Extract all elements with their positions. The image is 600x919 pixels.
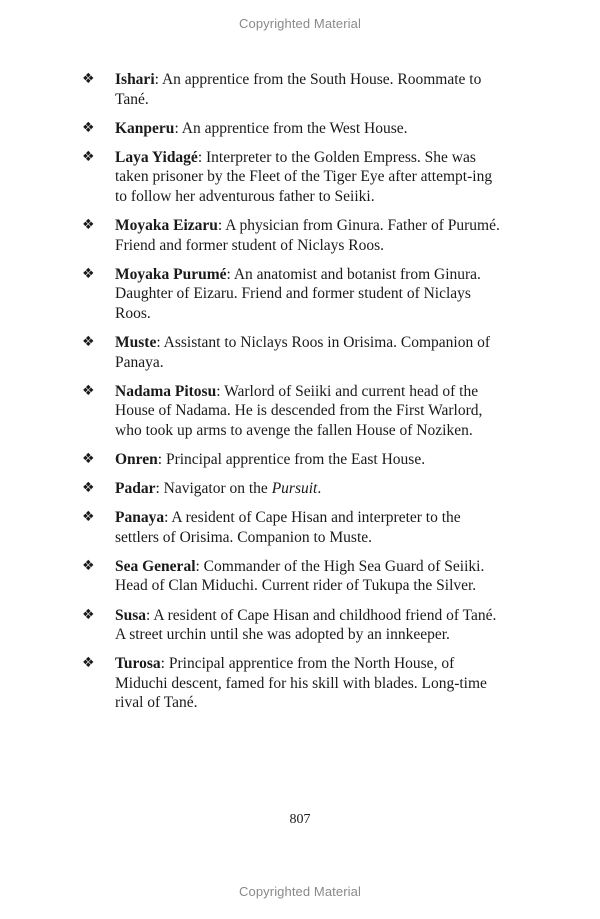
diamond-bullet-icon: ❖ bbox=[82, 557, 95, 574]
entry-name: Moyaka Eizaru bbox=[115, 217, 218, 235]
list-item bbox=[82, 508, 502, 547]
list-item bbox=[82, 606, 502, 645]
list-item bbox=[82, 450, 502, 470]
entry-text bbox=[115, 216, 502, 255]
entry-text bbox=[115, 119, 502, 139]
entry-name: Muste bbox=[115, 334, 157, 352]
entry-description: : Principal apprentice from the East House. bbox=[157, 451, 426, 468]
entry-description: : An apprentice from the South House. Roommate to Tané. bbox=[115, 71, 482, 108]
entry-description-end: . bbox=[317, 480, 322, 498]
entry-name: Laya Yidagé bbox=[115, 148, 198, 166]
ship-name: Pursuit bbox=[271, 480, 318, 498]
list-item bbox=[82, 333, 502, 372]
list-item bbox=[82, 479, 502, 499]
diamond-bullet-icon: ❖ bbox=[82, 265, 95, 282]
diamond-bullet-icon: ❖ bbox=[82, 480, 95, 497]
entry-description: : A resident of Cape Hisan and interpreter to the settlers of Orisima. Companion to Muste. bbox=[115, 509, 461, 546]
entry-name: Ishari bbox=[115, 71, 155, 88]
entry-description: : Warlord of Seiiki and current head of the House of Nadama. He is descended from the First Warlord, who took up arms to avenge the fallen House of Noziken. bbox=[115, 382, 483, 439]
entry-text bbox=[115, 606, 502, 645]
entry-description: : Assistant to Niclays Roos in Orisima. Companion of Panaya. bbox=[115, 334, 491, 371]
diamond-bullet-icon: ❖ bbox=[82, 509, 95, 526]
diamond-bullet-icon: ❖ bbox=[82, 606, 95, 623]
entry-text bbox=[115, 265, 502, 324]
entry-description: : An anatomist and botanist from Ginura. Daughter of Eizaru. Friend and former student of Niclays Roos. bbox=[115, 265, 481, 322]
watermark-top: Copyrighted Material bbox=[239, 16, 361, 31]
list-item bbox=[82, 148, 502, 207]
list-item bbox=[82, 265, 502, 324]
entry-description: : Principal apprentice from the North House, of Miduchi descent, famed for his skill with blades. Long-time rival of Tané. bbox=[115, 655, 487, 712]
entry-name: Sea General bbox=[115, 557, 196, 575]
entry-text bbox=[115, 70, 502, 109]
diamond-bullet-icon: ❖ bbox=[82, 382, 95, 399]
entry-text bbox=[115, 382, 502, 441]
entry-text bbox=[115, 333, 502, 372]
diamond-bullet-icon: ❖ bbox=[82, 655, 95, 672]
entry-description: : Interpreter to the Golden Empress. She was taken prisoner by the Fleet of the Tiger Eye after attempt-ing to follow her adventurous father to Seiiki. bbox=[115, 148, 493, 205]
entry-description: : Navigator on the bbox=[155, 480, 272, 498]
diamond-bullet-icon: ❖ bbox=[82, 119, 95, 136]
entry-text bbox=[115, 479, 502, 499]
watermark-bottom: Copyrighted Material bbox=[239, 884, 361, 899]
entry-name: Panaya bbox=[115, 509, 165, 527]
list-item bbox=[82, 119, 502, 139]
character-list bbox=[82, 70, 502, 723]
list-item bbox=[82, 70, 502, 109]
entry-name: Nadama Pitosu bbox=[115, 382, 217, 400]
list-item bbox=[82, 216, 502, 255]
entry-text bbox=[115, 557, 502, 596]
entry-name: Susa bbox=[115, 606, 147, 624]
entry-name: Onren bbox=[115, 451, 158, 468]
entry-description: : Commander of the High Sea Guard of Seiiki. Head of Clan Miduchi. Current rider of Tukupa the Silver. bbox=[115, 557, 485, 595]
list-item bbox=[82, 382, 502, 441]
entry-name: Turosa bbox=[115, 655, 161, 673]
page-number: 807 bbox=[289, 812, 311, 827]
entry-name: Moyaka Purumé bbox=[115, 265, 227, 283]
entry-text bbox=[115, 450, 502, 470]
entry-description: : A resident of Cape Hisan and childhood friend of Tané. A street urchin until she was adopted by an innkeeper. bbox=[115, 606, 497, 644]
diamond-bullet-icon: ❖ bbox=[82, 451, 95, 467]
list-item bbox=[82, 557, 502, 596]
list-item bbox=[82, 654, 502, 713]
diamond-bullet-icon: ❖ bbox=[82, 71, 95, 87]
entry-description: : A physician from Ginura. Father of Purumé. Friend and former student of Niclays Roos. bbox=[115, 217, 500, 254]
entry-text bbox=[115, 508, 502, 547]
diamond-bullet-icon: ❖ bbox=[82, 148, 95, 165]
entry-text bbox=[115, 654, 502, 713]
diamond-bullet-icon: ❖ bbox=[82, 334, 95, 351]
entry-name: Kanperu bbox=[115, 119, 175, 137]
entry-name: Padar bbox=[115, 480, 156, 498]
entry-description: : An apprentice from the West House. bbox=[174, 119, 408, 137]
diamond-bullet-icon: ❖ bbox=[82, 217, 95, 234]
entry-text bbox=[115, 148, 502, 207]
